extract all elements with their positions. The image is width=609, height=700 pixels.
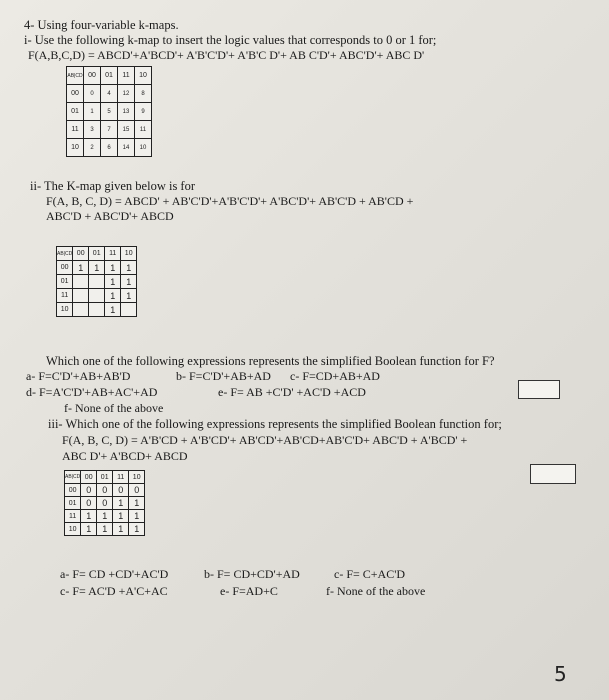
kmap-1-row (67, 103, 152, 121)
kmap-1-row-label: 11 (67, 121, 84, 139)
kmap-3-cell: 0 (97, 497, 113, 510)
kmap-2-col-label: 01 (89, 247, 105, 261)
kmap-1-row (67, 139, 152, 157)
kmap-2-row (57, 275, 137, 289)
kmap-3-col-label: 01 (97, 471, 113, 484)
kmap-2-col-label: 11 (105, 247, 121, 261)
kmap-1-cell: 10 (135, 139, 152, 157)
kmap-1-row (67, 121, 152, 139)
kmap-1-cell: 13 (118, 103, 135, 121)
kmap-3-cell: 1 (129, 497, 145, 510)
kmap-2-cell: 1 (105, 261, 121, 275)
kmap-3 (64, 470, 145, 536)
part3-question: iii- Which one of the following expressions represents the simplified Boolean function for; (48, 417, 502, 431)
part3-option-b: b- F= CD+CD'+AD (204, 567, 300, 581)
kmap-1-cell: 4 (101, 85, 118, 103)
kmap-3-row-label: 11 (65, 510, 81, 523)
kmap-1-cell: 7 (101, 121, 118, 139)
kmap-3-corner: AB|CD (65, 471, 81, 484)
kmap-1-cell: 12 (118, 85, 135, 103)
kmap-1-row-label: 00 (67, 85, 84, 103)
kmap-3-cell: 1 (113, 510, 129, 523)
part3-option-c: c- F= C+AC'D (334, 567, 406, 581)
kmap-2-corner: AB|CD (57, 247, 73, 261)
kmap-2-row-label: 01 (57, 275, 73, 289)
part1-function: F(A,B,C,D) = ABCD'+A'BCD'+ A'B'C'D'+ A'B'C D'+ AB C'D'+ ABC'D'+ ABC D' (28, 48, 425, 62)
part2-intro: ii- The K-map given below is for (30, 179, 196, 193)
kmap-2-cell (121, 303, 137, 317)
kmap-3-cell: 0 (97, 484, 113, 497)
kmap-2-cell: 1 (105, 275, 121, 289)
kmap-2-cell (73, 303, 89, 317)
kmap-2-cell: 1 (121, 275, 137, 289)
part2-option-f: f- None of the above (64, 401, 164, 415)
part3-answer-box[interactable] (530, 464, 576, 484)
kmap-1-cell: 15 (118, 121, 135, 139)
kmap-3-col-label: 00 (81, 471, 97, 484)
kmap-1-row (67, 85, 152, 103)
kmap-1-cell: 6 (101, 139, 118, 157)
part3-option-f: f- None of the above (326, 584, 426, 598)
kmap-2-cell: 1 (73, 261, 89, 275)
kmap-1-row-label: 01 (67, 103, 84, 121)
kmap-2-cell (73, 275, 89, 289)
kmap-3-cell: 0 (129, 484, 145, 497)
kmap-2-row-label: 11 (57, 289, 73, 303)
kmap-3-cell: 1 (113, 497, 129, 510)
kmap-1-cell: 5 (101, 103, 118, 121)
kmap-2-cell (89, 303, 105, 317)
kmap-2-header-row (57, 247, 137, 261)
kmap-2-row-label: 10 (57, 303, 73, 317)
part3-function-line2: ABC D'+ A'BCD+ ABCD (62, 449, 188, 463)
kmap-3-row-label: 10 (65, 523, 81, 536)
kmap-2-cell: 1 (105, 289, 121, 303)
part2-option-e: e- F= AB +C'D' +AC'D +ACD (218, 385, 366, 399)
kmap-1-corner: AB|CD (67, 67, 84, 85)
kmap-1-cell: 14 (118, 139, 135, 157)
kmap-1 (66, 66, 152, 157)
kmap-3-row (65, 510, 145, 523)
kmap-2 (56, 246, 137, 317)
kmap-1-cell: 2 (84, 139, 101, 157)
part2-function-line1: F(A, B, C, D) = ABCD' + AB'C'D'+A'B'C'D'+ A'BC'D'+ AB'C'D + AB'CD + (46, 194, 414, 208)
kmap-3-col-label: 11 (113, 471, 129, 484)
kmap-1-cell: 1 (84, 103, 101, 121)
question-heading: 4- Using four-variable k-maps. (24, 18, 179, 32)
kmap-2-row (57, 261, 137, 275)
part2-option-d: d- F=A'C'D'+AB+AC'+AD (26, 385, 158, 399)
kmap-3-header-row (65, 471, 145, 484)
kmap-3-row (65, 484, 145, 497)
kmap-1-cell: 8 (135, 85, 152, 103)
kmap-3-cell: 1 (129, 510, 145, 523)
kmap-3-cell: 1 (81, 523, 97, 536)
kmap-2-col-label: 10 (121, 247, 137, 261)
kmap-2-cell: 1 (121, 261, 137, 275)
part3-function-line1: F(A, B, C, D) = A'B'CD + A'B'CD'+ AB'CD'+AB'CD+AB'C'D+ ABC'D + A'BCD' + (62, 433, 468, 447)
kmap-3-cell: 1 (97, 523, 113, 536)
part3-option-a: a- F= CD +CD'+AC'D (60, 567, 169, 581)
part2-answer-box[interactable] (518, 380, 560, 399)
kmap-2-row (57, 289, 137, 303)
part2-function-line2: ABC'D + ABC'D'+ ABCD (46, 209, 174, 223)
kmap-1-cell: 3 (84, 121, 101, 139)
kmap-1-col-label: 11 (118, 67, 135, 85)
kmap-2-col-label: 00 (73, 247, 89, 261)
kmap-3-col-label: 10 (129, 471, 145, 484)
part2-option-a: a- F=C'D'+AB+AB'D (26, 369, 131, 383)
kmap-3-cell: 0 (113, 484, 129, 497)
kmap-1-cell: 11 (135, 121, 152, 139)
part1-instruction: i- Use the following k-map to insert the logic values that corresponds to 0 or 1 for; (24, 33, 437, 47)
kmap-3-row (65, 523, 145, 536)
kmap-2-cell: 1 (121, 289, 137, 303)
part2-option-b: b- F=C'D'+AB+AD (176, 369, 271, 383)
page-number: 5 (554, 662, 567, 686)
part3-option-e: e- F=AD+C (220, 584, 278, 598)
kmap-1-cell: 9 (135, 103, 152, 121)
kmap-2-cell (89, 275, 105, 289)
kmap-2-row-label: 00 (57, 261, 73, 275)
kmap-3-cell: 1 (81, 510, 97, 523)
kmap-3-cell: 1 (129, 523, 145, 536)
kmap-3-cell: 1 (113, 523, 129, 536)
part3-option-d: c- F= AC'D +A'C+AC (60, 584, 168, 598)
kmap-3-cell: 0 (81, 497, 97, 510)
kmap-2-cell (73, 289, 89, 303)
kmap-1-col-label: 01 (101, 67, 118, 85)
kmap-1-cell: 0 (84, 85, 101, 103)
kmap-2-cell: 1 (89, 261, 105, 275)
kmap-3-cell: 0 (81, 484, 97, 497)
part2-option-c: c- F=CD+AB+AD (290, 369, 380, 383)
kmap-1-header-row (67, 67, 152, 85)
kmap-3-row (65, 497, 145, 510)
kmap-1-col-label: 00 (84, 67, 101, 85)
kmap-2-row (57, 303, 137, 317)
kmap-3-row-label: 01 (65, 497, 81, 510)
kmap-1-row-label: 10 (67, 139, 84, 157)
part2-question: Which one of the following expressions represents the simplified Boolean function for F? (46, 354, 495, 368)
kmap-2-cell: 1 (105, 303, 121, 317)
kmap-1-col-label: 10 (135, 67, 152, 85)
kmap-3-cell: 1 (97, 510, 113, 523)
kmap-3-row-label: 00 (65, 484, 81, 497)
kmap-2-cell (89, 289, 105, 303)
